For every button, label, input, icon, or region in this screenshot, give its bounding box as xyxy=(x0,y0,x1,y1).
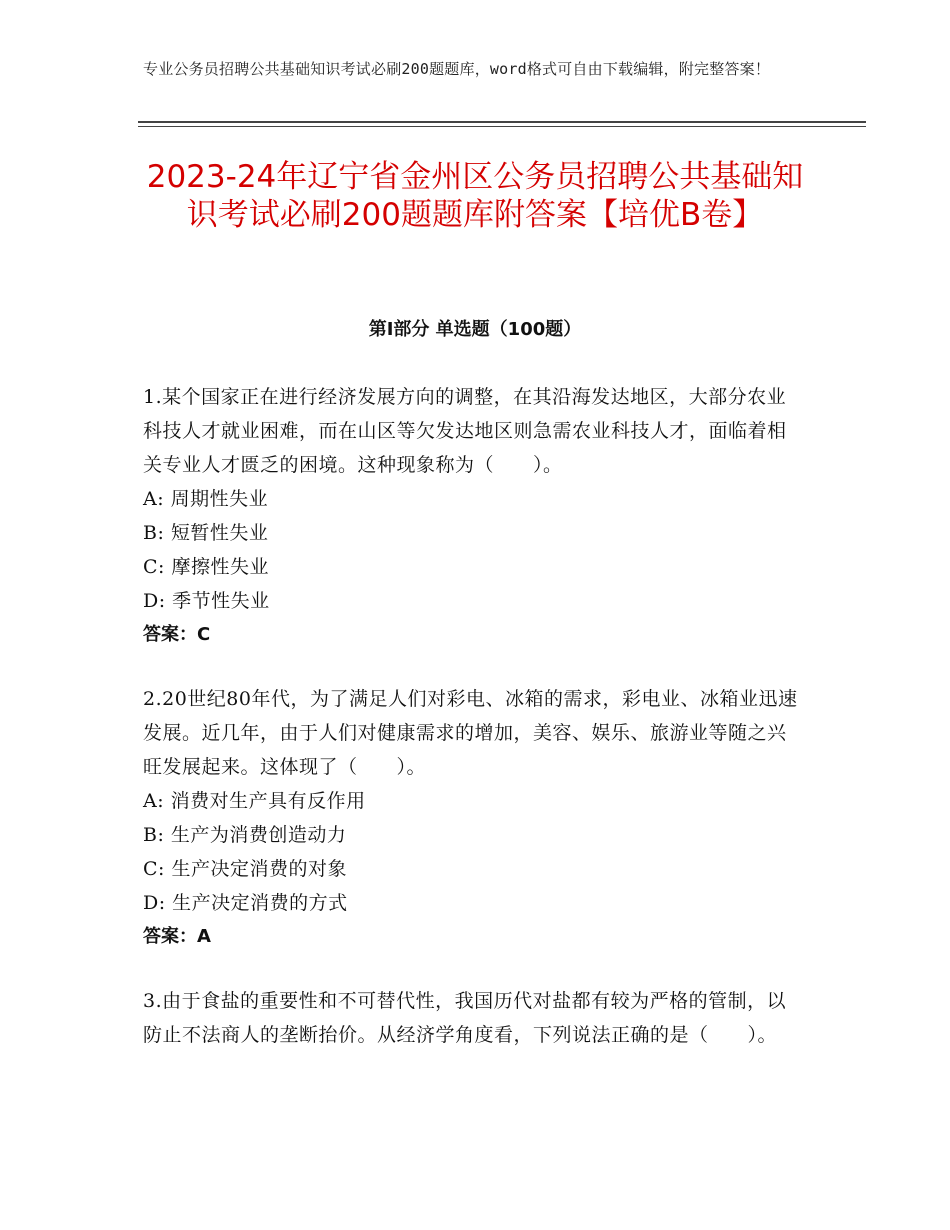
option-d: D: 季节性失业 xyxy=(143,590,270,612)
header-rule-thin xyxy=(138,126,866,127)
question-stem: 2.20世纪80年代，为了满足人们对彩电、冰箱的需求，彩电业、冰箱业迅速发展。近几年，由于人们对健康需求的增加，美容、娱乐、旅游业等随之兴旺发展起来。这体现了（ ）。 xyxy=(143,688,798,778)
question-3 xyxy=(143,984,803,1052)
question-list xyxy=(143,380,803,1082)
document-title: 2023-24年辽宁省金州区公务员招聘公共基础知识考试必刷200题题库附答案【培优B卷】 xyxy=(146,159,804,233)
option-a: A: 消费对生产具有反作用 xyxy=(143,790,366,812)
question-stem: 1.某个国家正在进行经济发展方向的调整，在其沿海发达地区，大部分农业科技人才就业困难，而在山区等欠发达地区则急需农业科技人才，面临着相关专业人才匮乏的困境。这种现象称为（ ）。 xyxy=(143,386,787,476)
option-c: C: 摩擦性失业 xyxy=(143,556,269,578)
section-heading: 第Ⅰ部分 单选题（100题） xyxy=(368,319,582,340)
question-stem: 3.由于食盐的重要性和不可替代性，我国历代对盐都有较为严格的管制，以防止不法商人的垄断抬价。从经济学角度看，下列说法正确的是（ ）。 xyxy=(143,990,787,1046)
answer: 答案：C xyxy=(143,624,211,645)
option-b: B: 生产为消费创造动力 xyxy=(143,824,347,846)
question-2 xyxy=(143,682,803,954)
option-c: C: 生产决定消费的对象 xyxy=(143,858,347,880)
option-b: B: 短暂性失业 xyxy=(143,522,269,544)
question-1 xyxy=(143,380,803,652)
header-note: 专业公务员招聘公共基础知识考试必刷200题题库，word格式可自由下载编辑，附完整答案！ xyxy=(143,60,771,78)
option-a: A: 周期性失业 xyxy=(143,488,269,510)
option-d: D: 生产决定消费的方式 xyxy=(143,892,348,914)
answer: 答案：A xyxy=(143,926,211,947)
header-rule-thick xyxy=(138,121,866,123)
